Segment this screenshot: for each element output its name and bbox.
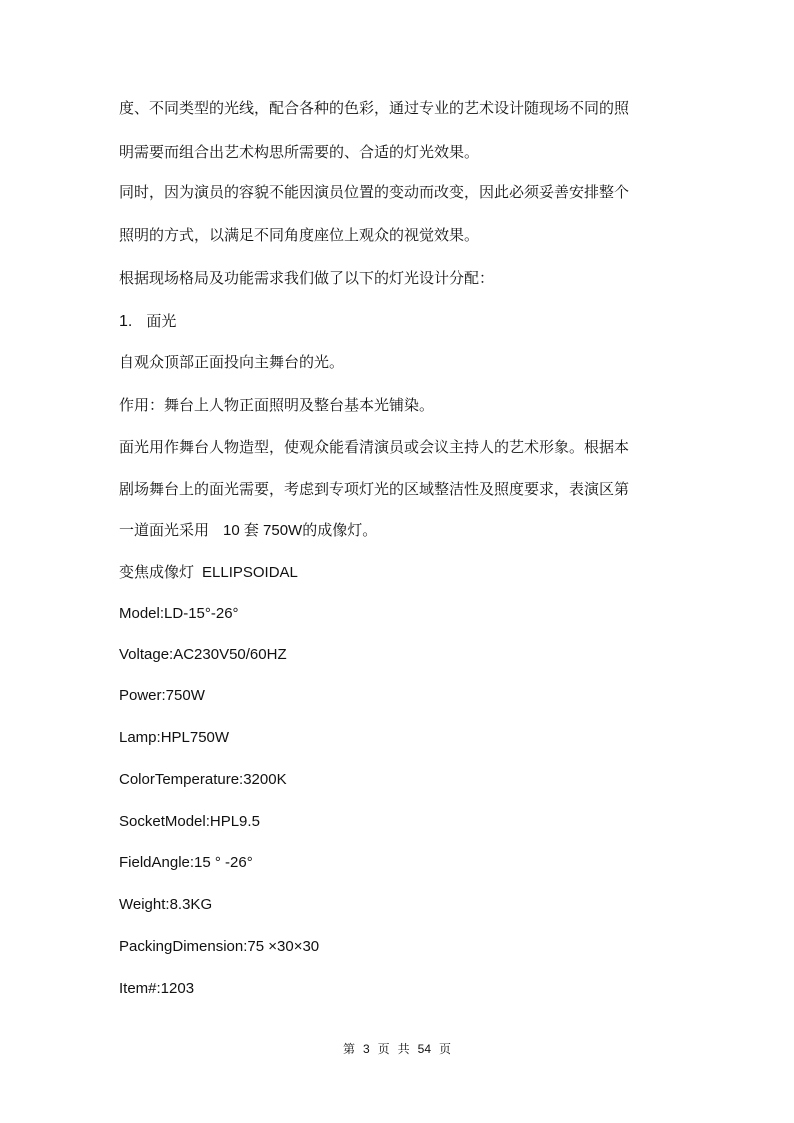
spec-power: Power:750W [119, 687, 205, 704]
spec-field-angle: FieldAngle:15 ° -26° [119, 854, 253, 871]
paragraph-line: 面光用作舞台人物造型，使观众能看清演员或会议主持人的艺术形象。根据本 [119, 438, 630, 456]
spec-item: Item#:1203 [119, 980, 195, 997]
total-page-count: 54 [417, 1042, 432, 1056]
footer-prefix: 第 [342, 1042, 355, 1056]
paragraph-line: 度、不同类型的光线，配合各种的色彩，通过专业的艺术设计随现场不同的照 [119, 99, 630, 117]
paragraph-line: 根据现场格局及功能需求我们做了以下的灯光设计分配： [119, 269, 495, 287]
footer-suffix: 页 [439, 1042, 452, 1056]
spec-weight: Weight:8.3KG [119, 896, 213, 913]
spec-model: Model:LD-15°-26° [119, 605, 239, 622]
paragraph-line [119, 520, 377, 541]
spec-lamp: Lamp:HPL750W [119, 729, 230, 746]
text-segment: 一道面光采用 [119, 521, 210, 539]
footer-page-word: 页 [377, 1042, 390, 1056]
current-page-number: 3 [362, 1042, 370, 1056]
section-heading [119, 311, 176, 332]
heading-number: 1. [119, 313, 133, 330]
spec-color-temperature: ColorTemperature:3200K [119, 771, 287, 788]
footer-total-word: 共 [397, 1042, 410, 1056]
spec-packing-dimension: PackingDimension:75 ×30×30 [119, 938, 320, 955]
heading-text: 面光 [146, 312, 177, 330]
paragraph-line: 作用：舞台上人物正面照明及整台基本光铺染。 [119, 396, 435, 414]
paragraph-line: 自观众顶部正面投向主舞台的光。 [119, 353, 345, 371]
spec-voltage: Voltage:AC230V50/60HZ [119, 646, 287, 663]
page-footer [0, 1040, 794, 1058]
spec-socket-model: SocketModel:HPL9.5 [119, 813, 260, 830]
spec-title-cn: 变焦成像灯 [119, 563, 195, 581]
paragraph-line: 剧场舞台上的面光需要，考虑到专项灯光的区域整洁性及照度要求，表演区第 [119, 480, 630, 498]
spec-title [119, 562, 298, 583]
spec-title-en: ELLIPSOIDAL [202, 564, 298, 581]
paragraph-line: 同时，因为演员的容貌不能因演员位置的变动而改变，因此必须妥善安排整个 [119, 183, 630, 201]
text-segment: 10 套 750W的成像灯。 [223, 522, 378, 539]
paragraph-line: 照明的方式，以满足不同角度座位上观众的视觉效果。 [119, 226, 480, 244]
paragraph-line: 明需要而组合出艺术构思所需要的、合适的灯光效果。 [119, 143, 480, 161]
